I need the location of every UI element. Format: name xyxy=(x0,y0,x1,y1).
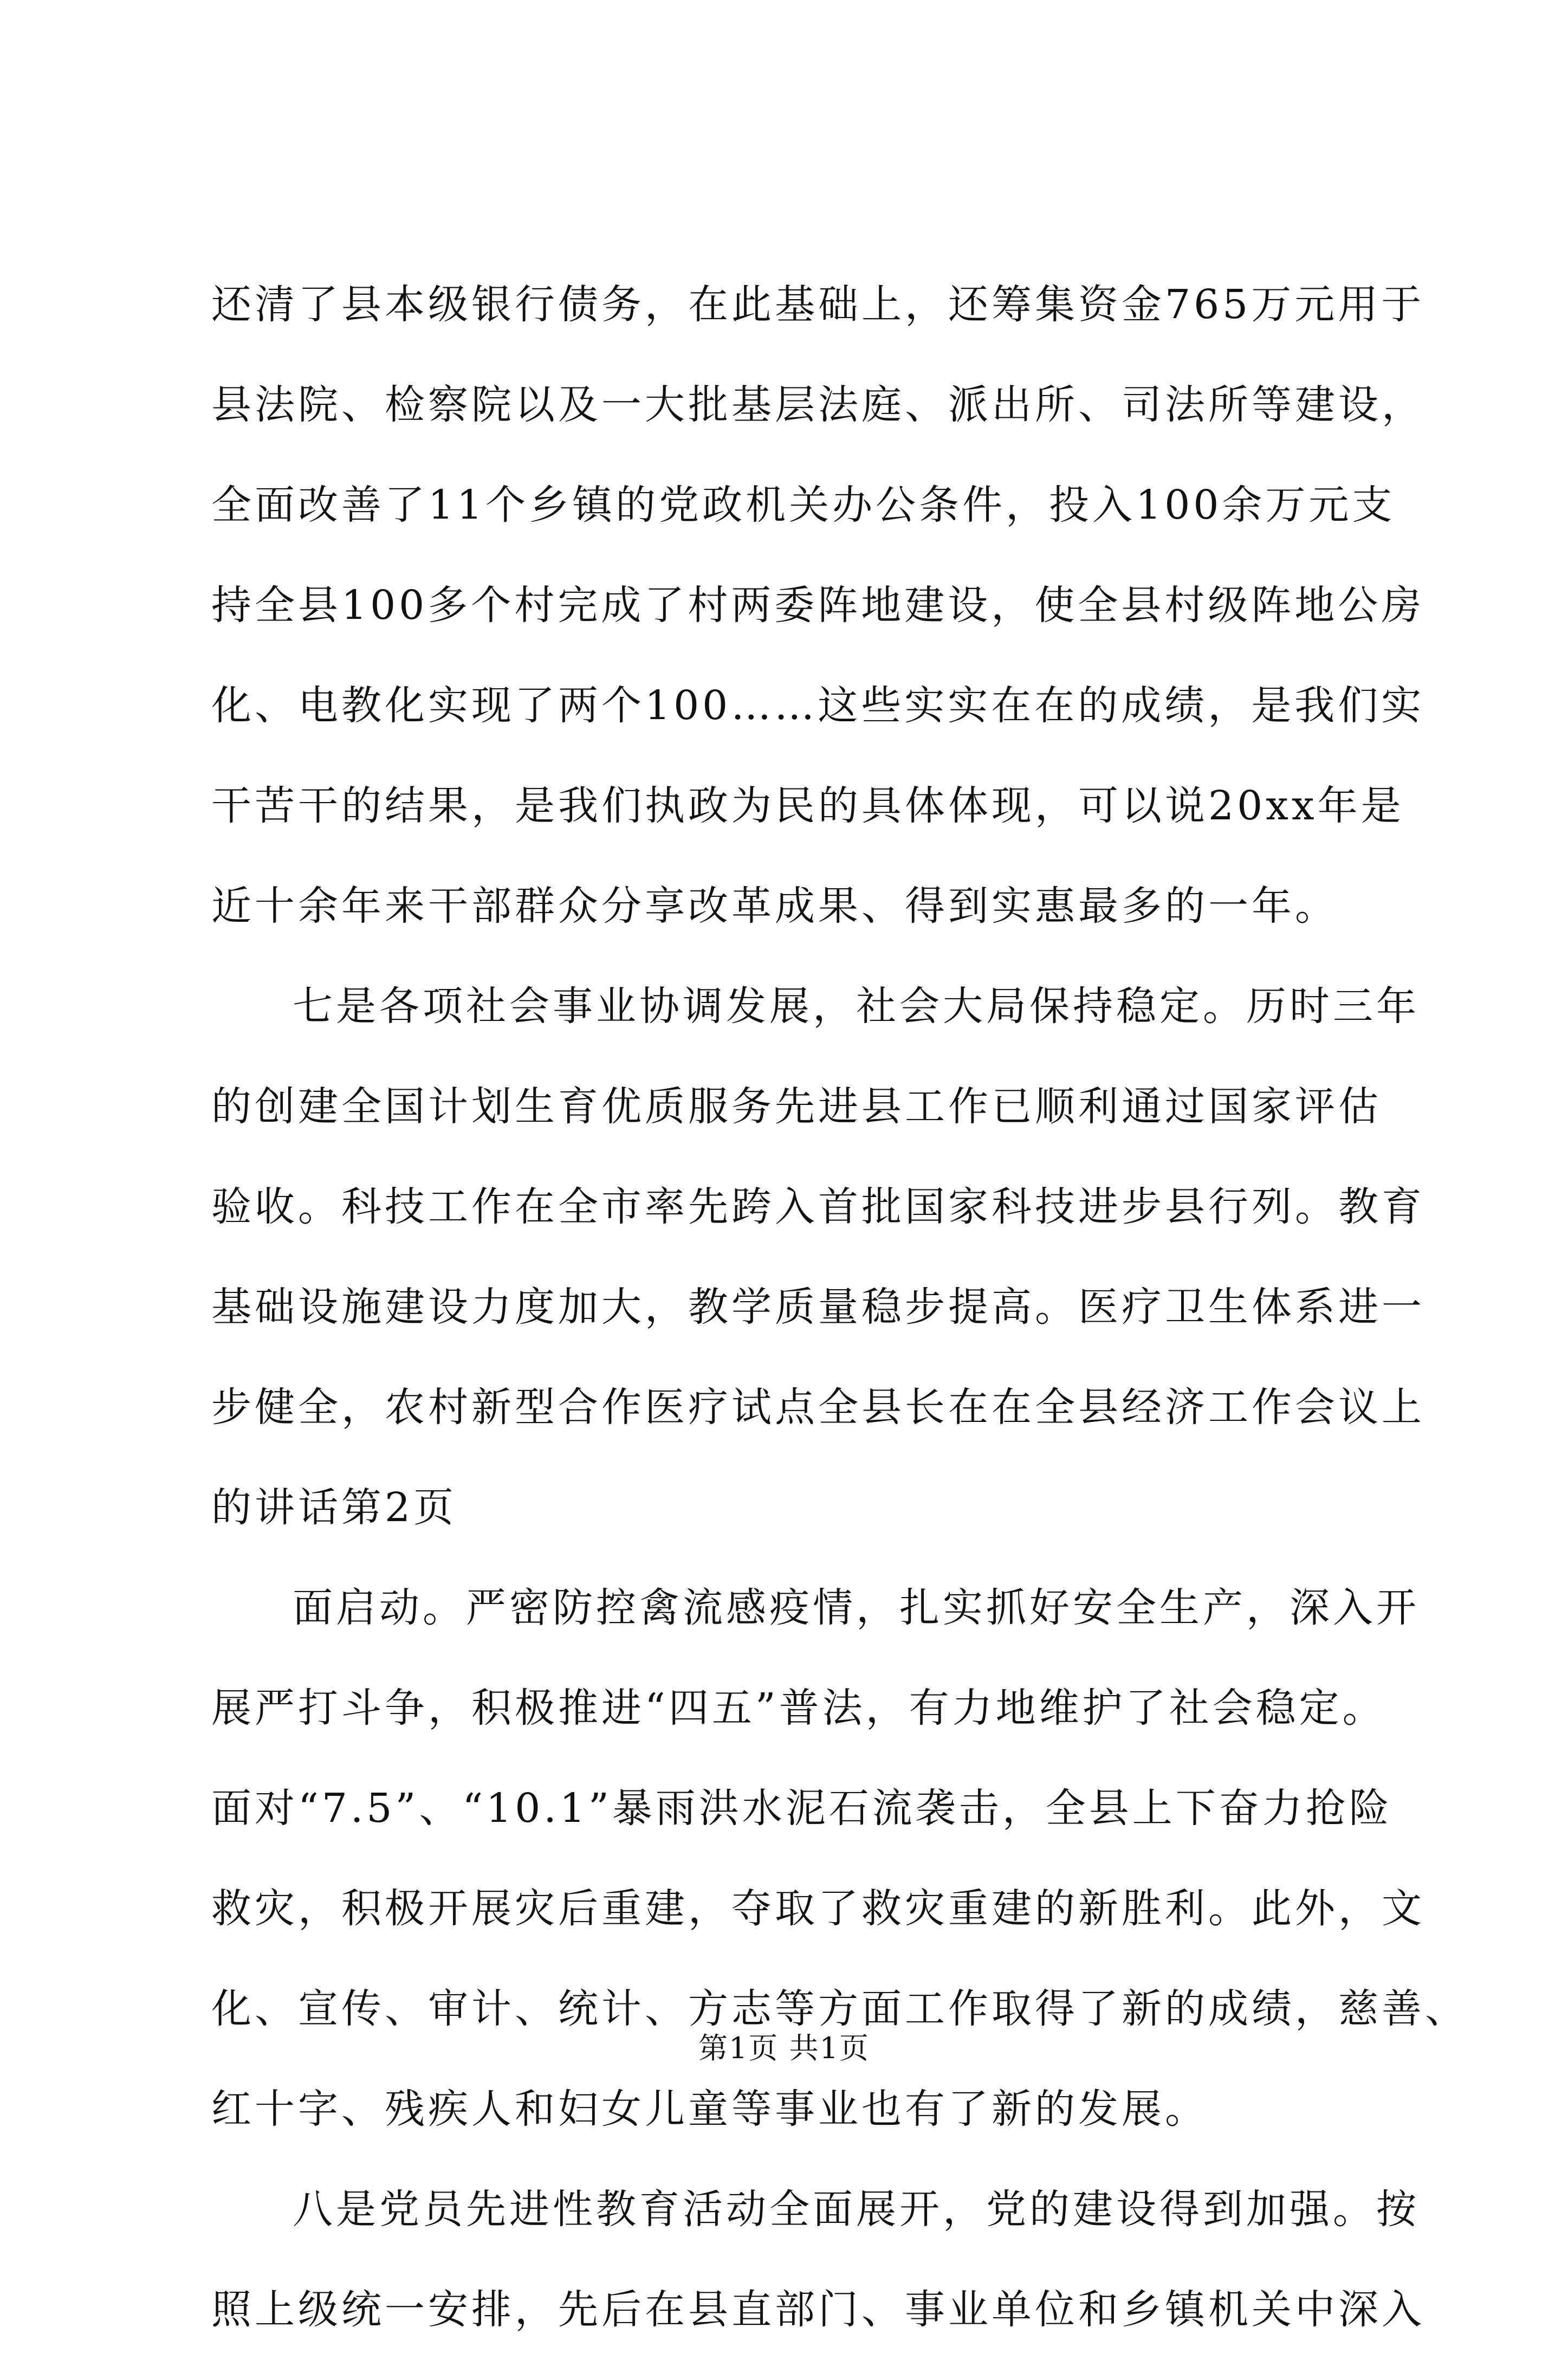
paragraph-8-start: 八是党员先进性教育活动全面展开，党的建设得到加强。按 xyxy=(293,2186,1420,2233)
text-line-7: 近十余年来干部群众分享改革成果、得到实惠最多的一年。 xyxy=(211,883,1338,929)
text-line-6: 干苦干的结果，是我们执政为民的具体体现，可以说20xx年是 xyxy=(211,783,1404,829)
text-line-18: 化、宣传、审计、统计、方志等方面工作取得了新的成绩，慈善、 xyxy=(211,1986,1468,2032)
text-line-11: 基础设施建设力度加大，教学质量稳步提高。医疗卫生体系进一 xyxy=(211,1284,1425,1330)
text-line-9: 的创建全国计划生育优质服务先进县工作已顺利通过国家评估 xyxy=(211,1083,1382,1130)
paragraph-continued-start: 面启动。严密防控禽流感疫情，扎实抓好安全生产，深入开 xyxy=(293,1585,1420,1631)
text-line-19: 红十字、残疾人和妇女儿童等事业也有了新的发展。 xyxy=(211,2086,1208,2132)
text-line-12: 步健全，农村新型合作医疗试点全县长在在全县经济工作会议上 xyxy=(211,1384,1425,1431)
paragraph-7-start: 七是各项社会事业协调发展，社会大局保持稳定。历时三年 xyxy=(293,983,1420,1030)
text-line-5: 化、电教化实现了两个100……这些实实在在的成绩，是我们实 xyxy=(211,682,1425,729)
text-line-10: 验收。科技工作在全市率先跨入首批国家科技进步县行列。教育 xyxy=(211,1184,1425,1230)
text-line-4: 持全县100多个村完成了村两委阵地建设，使全县村级阵地公房 xyxy=(211,582,1425,629)
text-line-13: 的讲话第2页 xyxy=(211,1484,457,1531)
text-line-21: 照上级统一安排，先后在县直部门、事业单位和乡镇机关中深入 xyxy=(211,2286,1425,2333)
text-line-17: 救灾，积极开展灾后重建，夺取了救灾重建的新胜利。此外，文 xyxy=(211,1885,1425,1932)
text-line-1: 还清了县本级银行债务，在此基础上，还筹集资金765万元用于 xyxy=(211,281,1425,328)
text-line-15: 展严打斗争，积极推进“四五”普法，有力地维护了社会稳定。 xyxy=(211,1685,1386,1731)
page-footer: 第1页 共1页 xyxy=(698,2031,870,2065)
text-line-16: 面对“7.5”、“10.1”暴雨洪水泥石流袭击，全县上下奋力抢险 xyxy=(211,1785,1392,1832)
text-line-3: 全面改善了11个乡镇的党政机关办公条件，投入100余万元支 xyxy=(211,482,1396,528)
text-line-2: 县法院、检察院以及一大批基层法庭、派出所、司法所等建设， xyxy=(211,382,1425,428)
